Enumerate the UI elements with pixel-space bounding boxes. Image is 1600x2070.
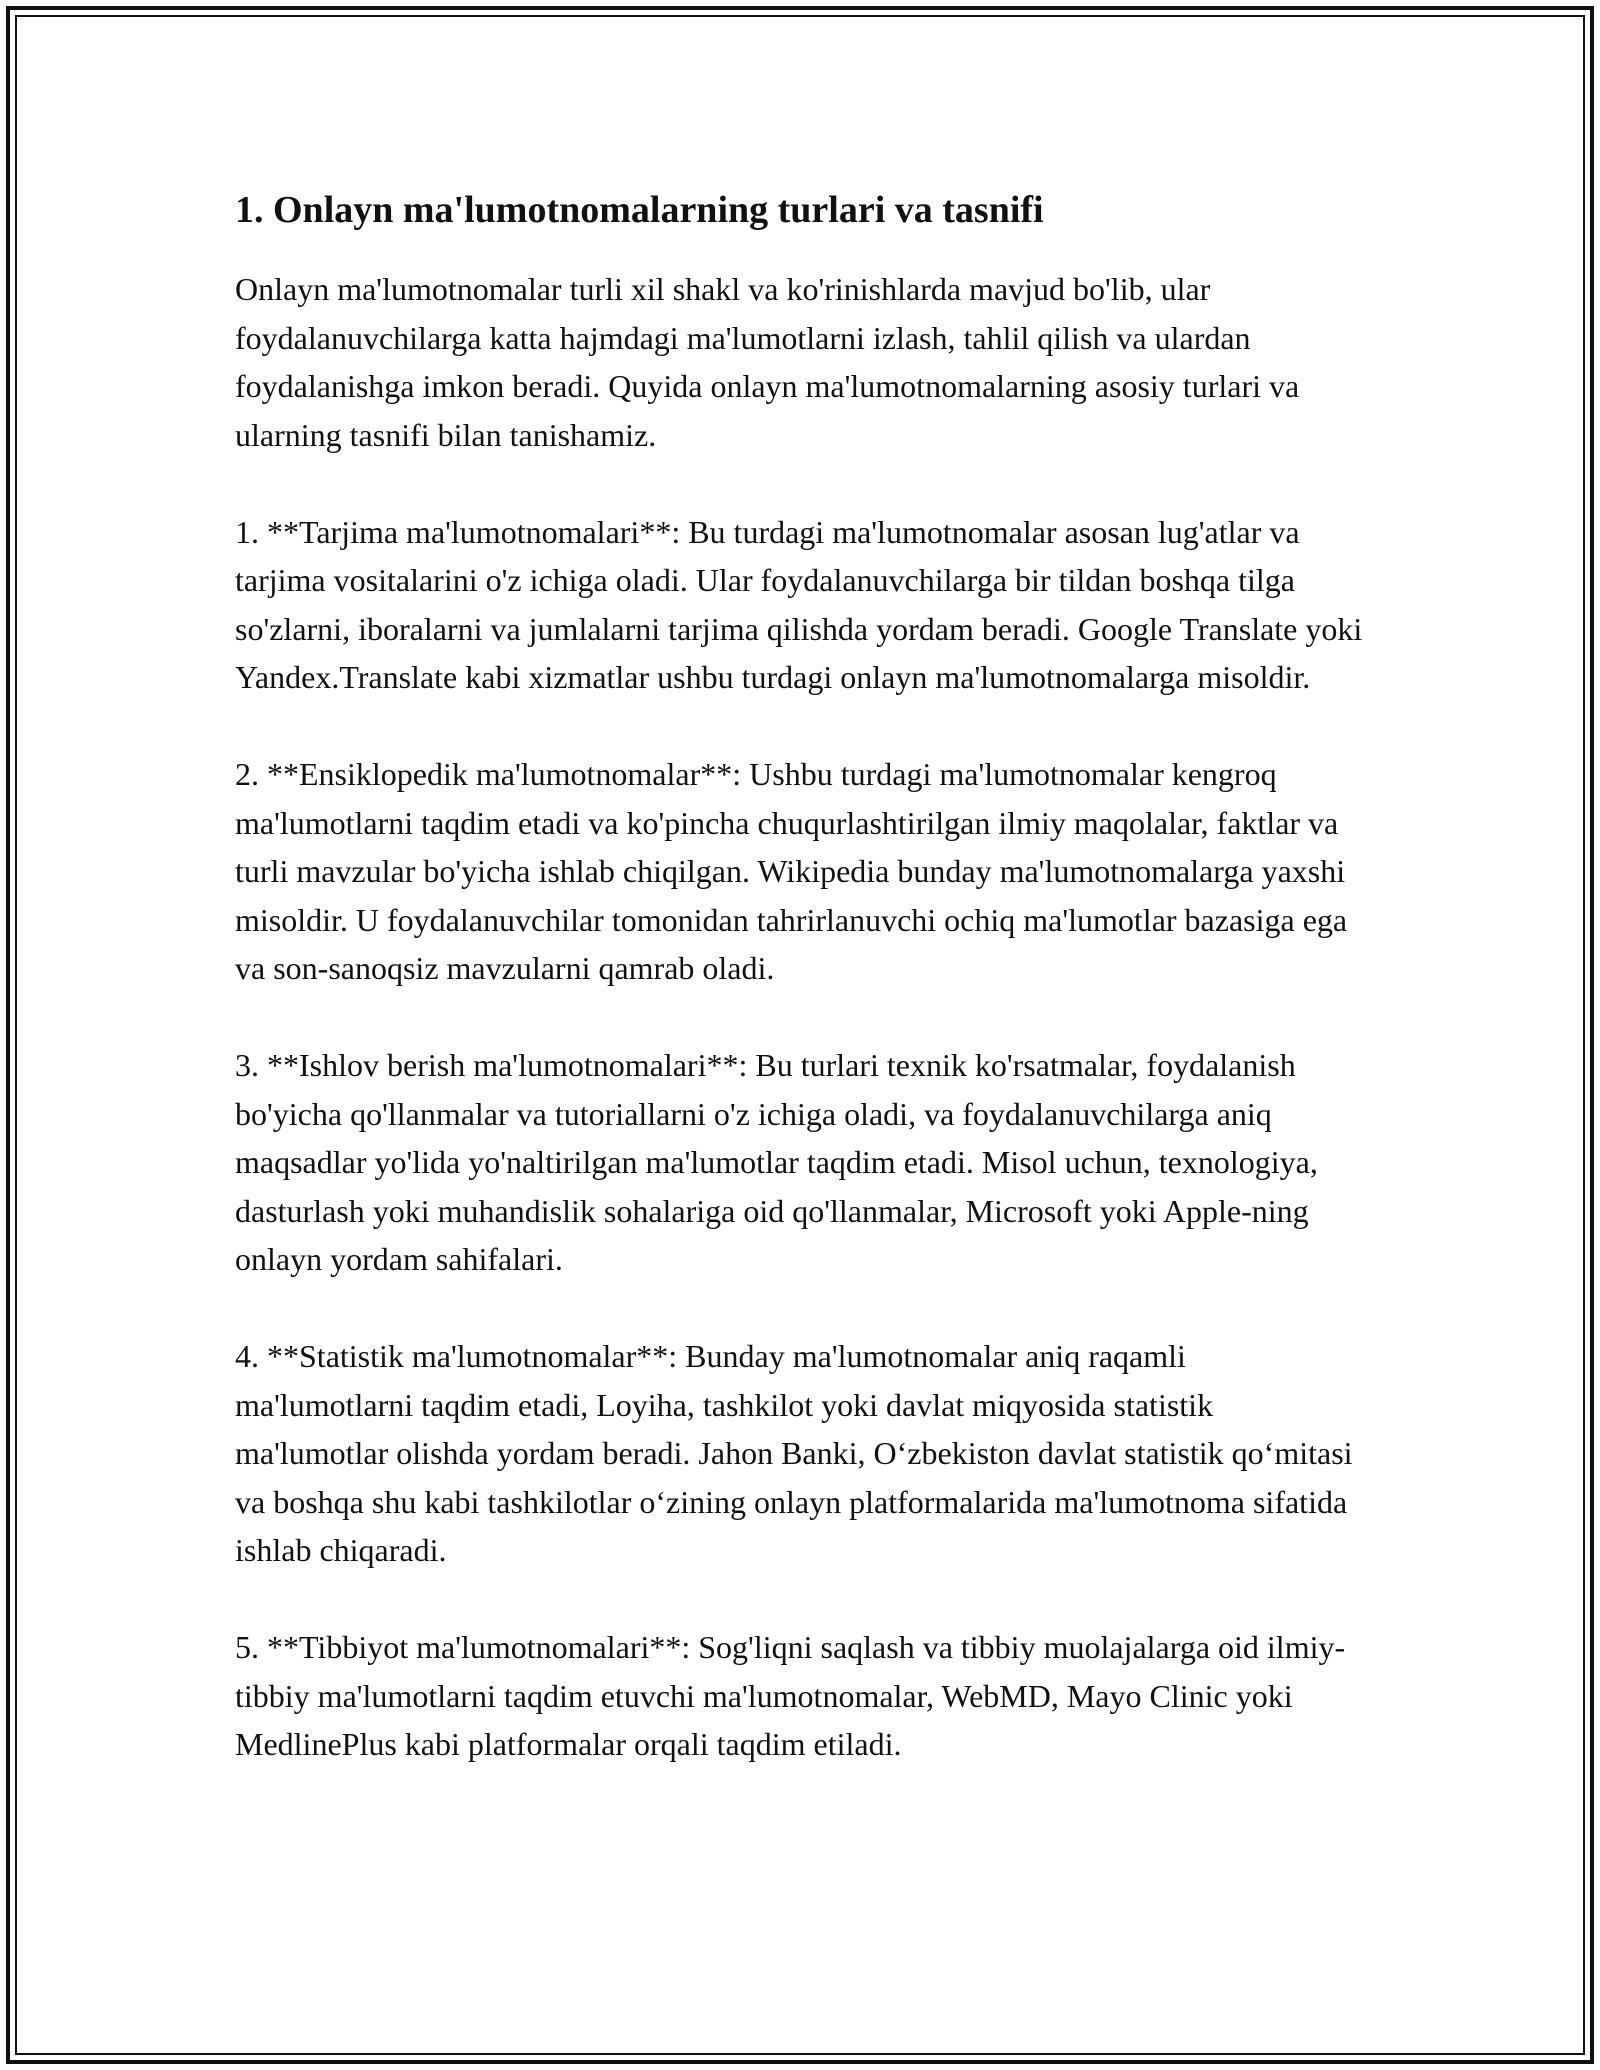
intro-paragraph: Onlayn ma'lumotnomalar turli xil shakl va ko'rinishlarda mavjud bo'lib, ular foydalanuvchilarga katta hajmdagi ma'lumotlarni izlash, tahlil qilish va ulardan foydalanishga imkon beradi. Quyida onlayn ma'lumotnomalarning asosiy turlari va ularning tasnifi bilan tanishamiz. (235, 271, 1300, 453)
list-item-encyclopedic: 2. **Ensiklopedik ma'lumotnomalar**: Ushbu turdagi ma'lumotnomalar kengroq ma'lumotlarni taqdim etadi va ko'pincha chuqurlashtirilgan ilmiy maqolalar, faktlar va turli mavzular bo'yicha ishlab chiqilgan. Wikipedia bunday ma'lumotnomalarga yaxshi misoldir. U foydalanuvchilar tomonidan tahrirlanuvchi ochiq ma'lumotlar bazasiga ega va son-sanoqsiz mavzularni qamrab oladi. (235, 756, 1348, 987)
list-item-medical: 5. **Tibbiyot ma'lumotnomalari**: Sog'liqni saqlash va tibbiy muolajalarga oid ilmiy-tibbiy ma'lumotlarni taqdim etuvchi ma'lumotnomalar, WebMD, Mayo Clinic yoki MedlinePlus kabi platformalar orqali taqdim etiladi. (235, 1629, 1346, 1763)
section-heading: 1. Onlayn ma'lumotnomalarning turlari va tasnifi (235, 189, 1044, 231)
list-item-processing: 3. **Ishlov berish ma'lumotnomalari**: Bu turlari texnik ko'rsatmalar, foydalanish bo'yicha qo'llanmalar va tutoriallarni o'z ichiga oladi, va foydalanuvchilarga aniq maqsadlar yo'lida yo'naltirilgan ma'lumotlar taqdim etadi. Misol uchun, texnologiya, dasturlash yoki muhandislik sohalariga oid qo'llanmalar, Microsoft yoki Apple-ning onlayn yordam sahifalari. (235, 1047, 1318, 1278)
list-item-statistical: 4. **Statistik ma'lumotnomalar**: Bunday ma'lumotnomalar aniq raqamli ma'lumotlarni taqdim etadi, Loyiha, tashkilot yoki davlat miqyosida statistik ma'lumotlar olishda yordam beradi. Jahon Banki, O‘zbekiston davlat statistik qo‘mitasi va boshqa shu kabi tashkilotlar o‘zining onlayn platformalarida ma'lumotnoma sifatida ishlab chiqaradi. (235, 1338, 1353, 1569)
document-body (235, 186, 1370, 1817)
list-item-translation: 1. **Tarjima ma'lumotnomalari**: Bu turdagi ma'lumotnomalar asosan lug'atlar va tarjima vositalarini o'z ichiga oladi. Ular foydalanuvchilarga bir tildan boshqa tilga so'zlarni, iboralarni va jumlalarni tarjima qilishda yordam beradi. Google Translate yoki Yandex.Translate kabi xizmatlar ushbu turdagi onlayn ma'lumotnomalarga misoldir. (235, 513, 1363, 696)
